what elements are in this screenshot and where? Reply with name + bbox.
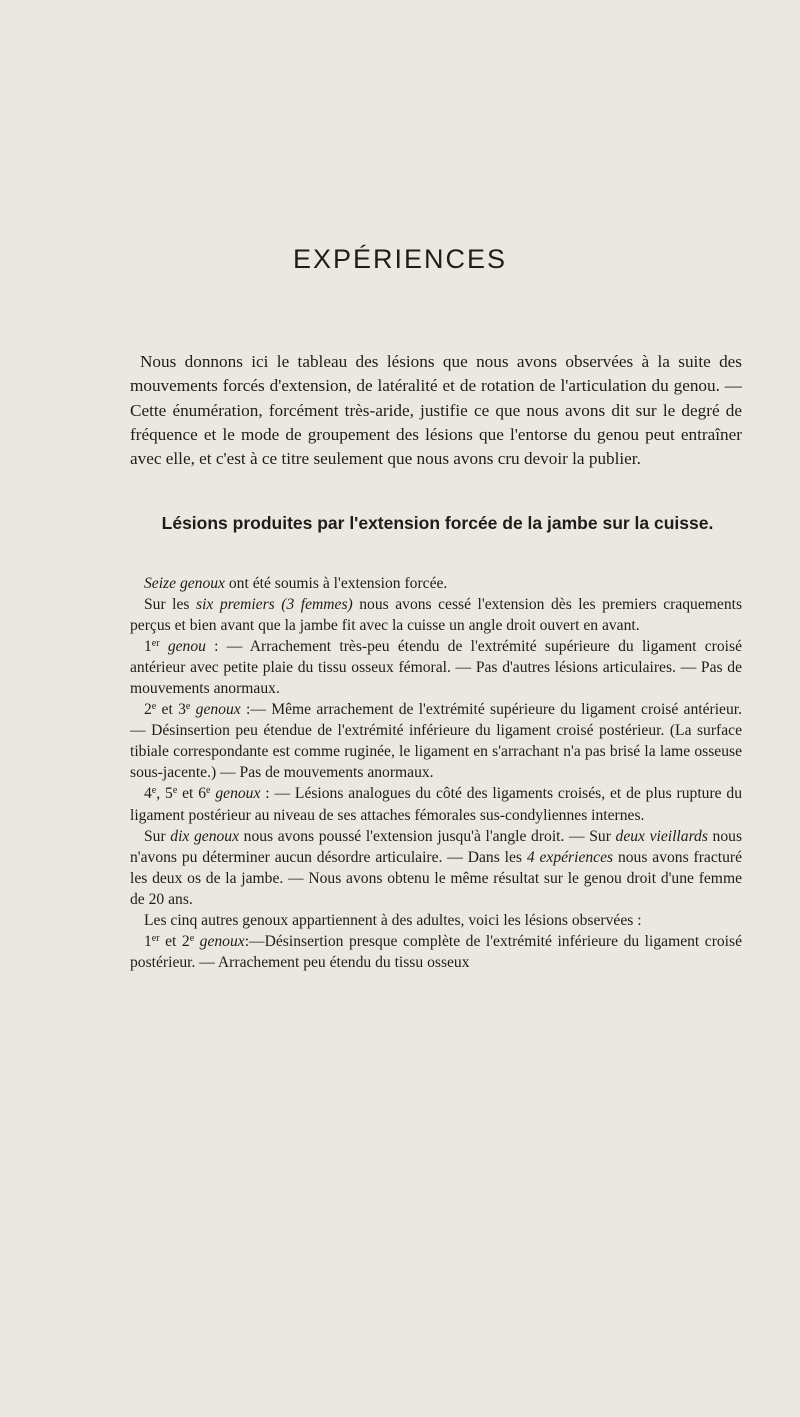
paragraph-genoux-2-3 (130, 699, 742, 783)
paragraph-text: :—Désinsertion presque complète de l'extrémité inférieure du ligament croisé postérieur. — Arrachement peu étendu du tissu osseux (130, 932, 743, 971)
paragraph-text: nous avons cessé l'extension dès les premiers craquements perçus et bien avant que la jambe fit avec la cuisse un angle droit ouvert en avant. (130, 596, 743, 635)
paragraph-text: :— Même arrachement de l'extrémité supérieure du ligament croisé antérieur. — Désinsertion peu étendue de l'extrémité inférieure du ligament croisé postérieur. (La surface tibiale correspondante est comme ruginée, le ligament en s'arrachant n'a pas brisé la lame osseuse sous-jacente.) — Pas de mouvements anormaux. (130, 701, 743, 782)
paragraph-text: nous avons fracturé les deux os de la jambe. — Nous avons obtenu le même résultat sur le genou droit d'une femme de 20 ans. (130, 848, 742, 908)
ordinal-suffix: e (185, 701, 191, 713)
ordinal-suffix: e (151, 701, 157, 713)
ordinal-suffix: er (151, 932, 160, 944)
ordinal-number: , 5 (156, 785, 173, 803)
italic-lead: genoux (215, 785, 261, 803)
italic-lead: genoux (199, 932, 245, 950)
ordinal-number: 4 (144, 785, 152, 803)
ordinal-number: et 3 (156, 701, 186, 719)
paragraph-genou-1 (130, 636, 742, 699)
ordinal-suffix: e (151, 785, 157, 797)
paragraph-genoux-1-2 (130, 931, 742, 973)
ordinal-suffix: er (151, 638, 160, 650)
ordinal-suffix: e (172, 785, 178, 797)
paragraph-genoux-4-5-6 (130, 783, 742, 825)
italic-lead: genou (167, 638, 206, 656)
paragraph-text: nous avons poussé l'extension jusqu'à l'angle droit. — Sur (239, 827, 616, 845)
intro-paragraph: Nous donnons ici le tableau des lésions que nous avons observées à la suite des mouvements forcés d'extension, de latéralité et de rotation de l'articulation du genou. — Cette énumération, forcément très-aride, justifie ce que nous avons dit sur le degré de fréquence et le mode de groupement des lésions que l'entorse du genou peut entraîner avec elle, et c'est à ce titre seulement que nous avons cru devoir la publier. (130, 352, 742, 469)
paragraph-text: : — Arrachement très-peu étendu de l'extrémité supérieure du ligament croisé antérieur avec petite plaie du tissu osseux fémoral. — Pas d'autres lésions articulaires. — Pas de mouvements anormaux. (130, 638, 742, 698)
ordinal-number: 2 (144, 701, 152, 719)
ordinal-number: et 2 (159, 932, 190, 950)
ordinal-number: 1 (144, 932, 152, 950)
ordinal-number: 1 (144, 638, 152, 656)
paragraph-text: nous n'avons pu déterminer aucun désordre articulaire. — Dans les (130, 827, 743, 866)
paragraph-text: Sur (144, 827, 171, 845)
body-text (130, 573, 742, 973)
italic-lead: deux vieillards (615, 827, 708, 845)
paragraph-text: : — Lésions analogues du côté des ligaments croisés, et de plus rupture du ligament postérieur au niveau de ses attaches fémorales sus-condyliennes internes. (130, 785, 743, 824)
ordinal-suffix: e (206, 785, 211, 797)
paragraph-text: Les cinq autres genoux appartiennent à des adultes, voici les lésions observées : (144, 911, 642, 929)
page-title: EXPÉRIENCES (292, 244, 508, 274)
paragraph-seize-genoux (130, 573, 742, 594)
italic-lead: genoux (195, 701, 241, 719)
paragraph-text: ont été soumis à l'extension forcée. (224, 575, 448, 592)
section-heading: Lésions produites par l'extension forcée de la jambe sur la cuisse. (161, 513, 714, 533)
italic-lead: Seize genoux (144, 575, 225, 592)
paragraph-cinq-autres (130, 910, 742, 931)
ordinal-number: et 6 (177, 785, 207, 803)
paragraph-six-premiers (130, 594, 742, 636)
italic-lead: 4 expériences (526, 848, 614, 866)
ordinal-suffix: e (189, 932, 195, 944)
paragraph-dix-genoux (130, 826, 742, 910)
paragraph-text: Sur les (144, 596, 197, 614)
italic-lead: six premiers (3 femmes) (196, 596, 353, 614)
italic-lead: dix genoux (170, 827, 240, 845)
